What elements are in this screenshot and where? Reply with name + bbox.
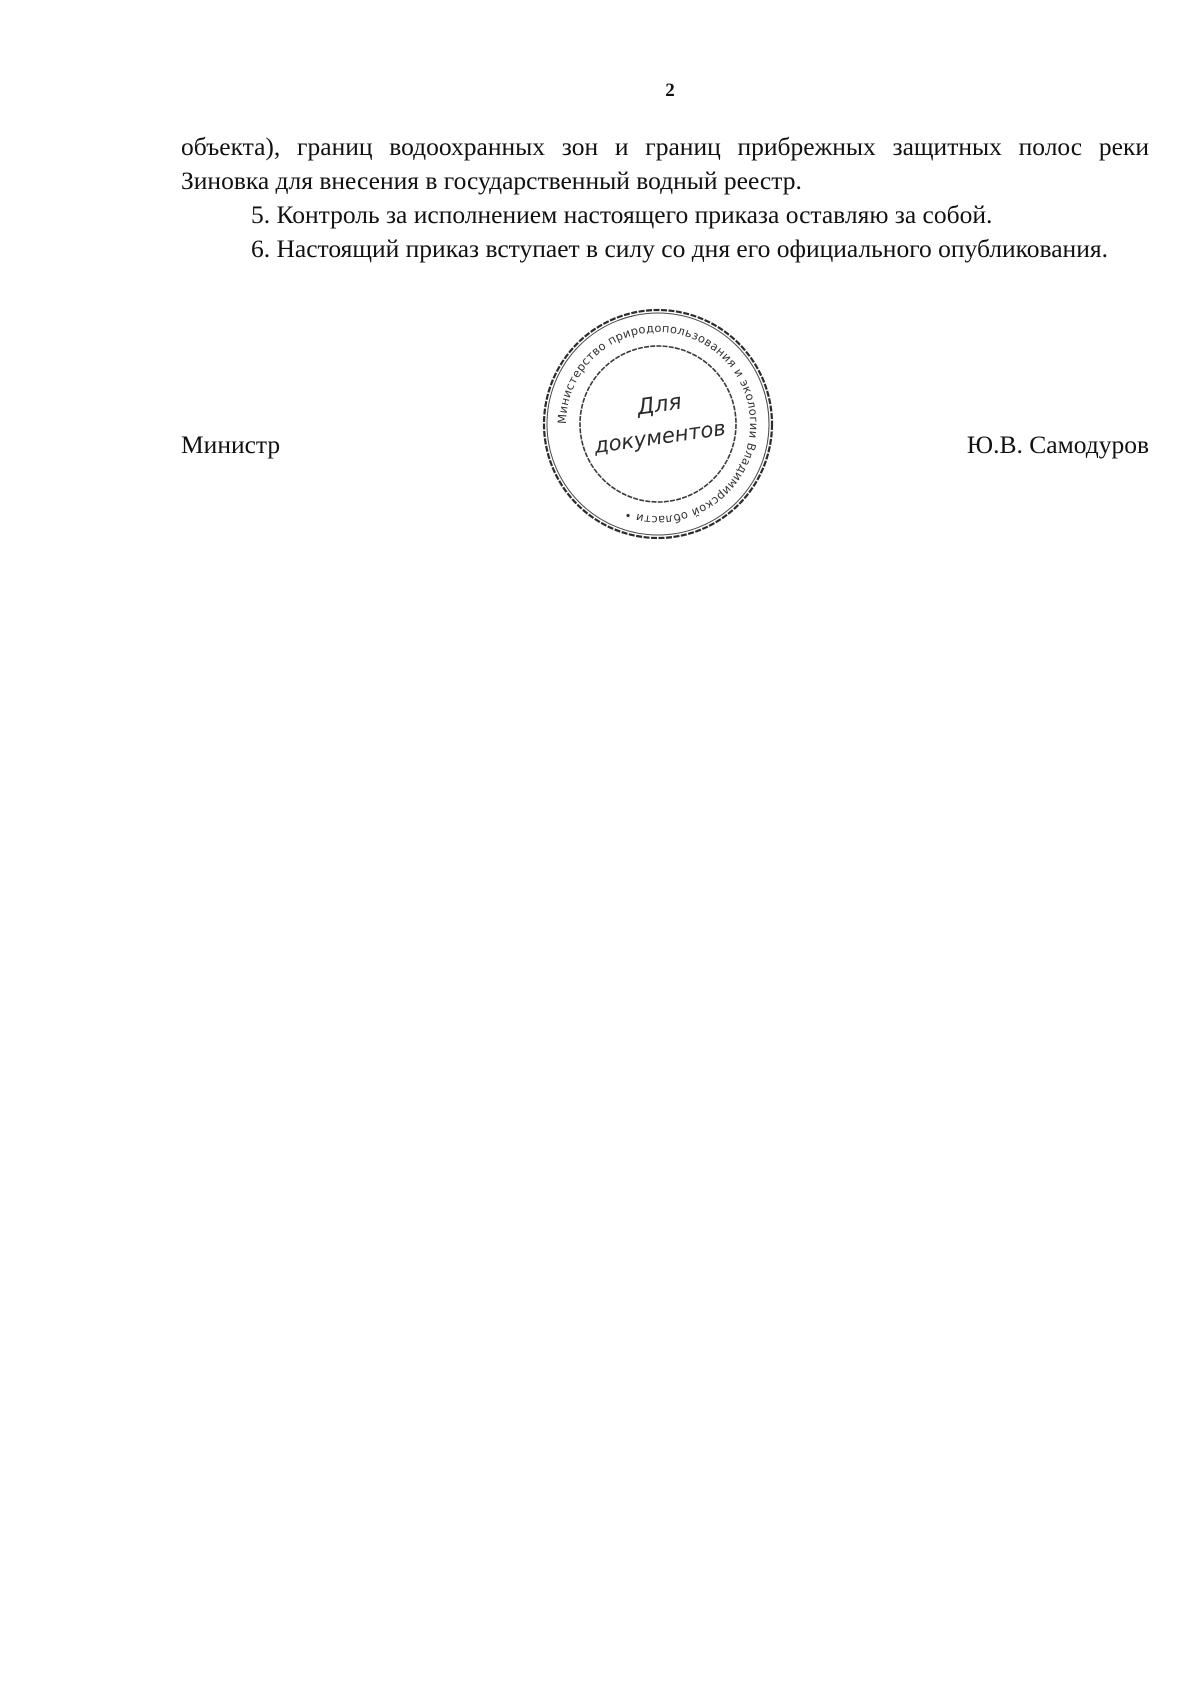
page-number: 2 <box>665 80 675 101</box>
document-body <box>181 130 1149 266</box>
stamp-ring-text: Министерство природопользования и экологии Владимирской области • <box>554 320 762 528</box>
paragraph-item-5: 5. Контроль за исполнением настоящего приказа оставляю за собой. <box>251 200 993 229</box>
signatory-name: Ю.В. Самодуров <box>966 430 1149 459</box>
stamp-center-line1: Для <box>635 389 684 421</box>
official-stamp <box>540 306 776 542</box>
signatory-position: Министр <box>181 430 281 459</box>
stamp-center-line2: документов <box>592 415 728 458</box>
paragraph-item-6: 6. Настоящий приказ вступает в силу со дня его официального опубликования. <box>251 234 1108 263</box>
paragraph-continuation: объекта), границ водоохранных зон и границ прибрежных защитных полос реки Зиновка для внесения в государственный водный реестр. <box>181 132 1149 195</box>
